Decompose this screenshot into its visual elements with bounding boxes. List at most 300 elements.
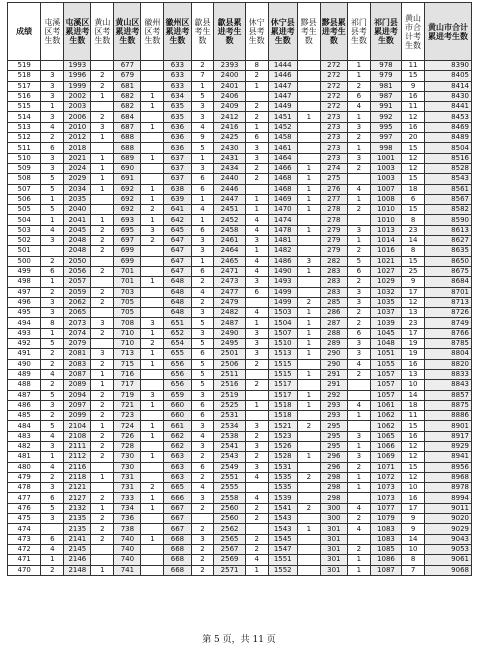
- count-cell: 652: [164, 328, 191, 338]
- count-cell: 656: [164, 359, 191, 369]
- score-cell: 506: [8, 194, 41, 204]
- count-cell: 648: [164, 277, 191, 287]
- count-cell: 1: [141, 431, 164, 441]
- count-cell: 1: [141, 452, 164, 462]
- count-cell: 2: [347, 308, 370, 318]
- count-cell: [141, 174, 164, 184]
- count-cell: [297, 514, 320, 524]
- count-cell: 272: [320, 71, 347, 81]
- count-cell: 3: [245, 441, 268, 451]
- count-cell: 3: [191, 534, 214, 544]
- count-cell: 2081: [64, 349, 91, 359]
- score-cell: 486: [8, 400, 41, 410]
- count-cell: 2: [191, 544, 214, 554]
- table-header: [8, 3, 472, 61]
- count-cell: 1518: [268, 411, 297, 421]
- count-cell: [141, 266, 164, 276]
- score-cell: 503: [8, 225, 41, 235]
- count-cell: [297, 153, 320, 163]
- count-cell: 2: [191, 472, 214, 482]
- count-cell: 1: [297, 524, 320, 534]
- count-cell: 724: [114, 421, 141, 431]
- count-cell: [347, 390, 370, 400]
- count-cell: 8917: [425, 431, 472, 441]
- count-cell: [245, 524, 268, 534]
- count-cell: 1: [141, 184, 164, 194]
- column-header-10: 休宁县累进考生数: [268, 3, 297, 61]
- count-cell: 20: [402, 133, 425, 143]
- count-cell: 6: [191, 174, 214, 184]
- count-cell: 3: [245, 421, 268, 431]
- count-cell: 8675: [425, 266, 472, 276]
- score-cell: 512: [8, 133, 41, 143]
- count-cell: 4: [347, 524, 370, 534]
- count-cell: 2401: [214, 81, 245, 91]
- count-cell: [245, 411, 268, 421]
- count-cell: 656: [164, 380, 191, 390]
- count-cell: 1: [297, 194, 320, 204]
- count-cell: 2034: [64, 184, 91, 194]
- count-cell: [91, 61, 114, 71]
- count-cell: 3: [41, 153, 64, 163]
- table-row: [8, 359, 472, 369]
- count-cell: 1: [41, 328, 64, 338]
- count-cell: 5: [191, 359, 214, 369]
- column-header-8: 歙县累进考生数: [214, 3, 245, 61]
- count-cell: 295: [320, 441, 347, 451]
- count-cell: 283: [320, 287, 347, 297]
- count-cell: 2127: [64, 493, 91, 503]
- count-cell: 699: [114, 256, 141, 266]
- count-cell: 1010: [370, 205, 401, 215]
- count-cell: 2: [245, 112, 268, 122]
- count-cell: 17: [402, 503, 425, 513]
- count-cell: 1: [347, 143, 370, 153]
- count-cell: [141, 297, 164, 307]
- count-cell: 3: [245, 462, 268, 472]
- count-cell: 4: [191, 205, 214, 215]
- count-cell: 633: [164, 81, 191, 91]
- count-cell: 2035: [64, 194, 91, 204]
- count-cell: 8994: [425, 493, 472, 503]
- count-cell: 1: [141, 153, 164, 163]
- count-cell: [297, 483, 320, 493]
- count-cell: 635: [164, 102, 191, 112]
- count-cell: 2: [41, 256, 64, 266]
- table-row: [8, 493, 472, 503]
- count-cell: 740: [114, 555, 141, 565]
- count-cell: 8857: [425, 390, 472, 400]
- count-cell: 1547: [268, 544, 297, 554]
- score-cell: 481: [8, 452, 41, 462]
- count-cell: 699: [114, 246, 141, 256]
- column-header-9: 休宁县考生数: [245, 3, 268, 61]
- count-cell: 668: [164, 555, 191, 565]
- count-cell: [141, 411, 164, 421]
- count-cell: 2: [41, 565, 64, 575]
- count-cell: 1: [297, 390, 320, 400]
- count-cell: 635: [164, 112, 191, 122]
- count-cell: 1: [297, 328, 320, 338]
- count-cell: [297, 143, 320, 153]
- table-row: [8, 143, 472, 153]
- count-cell: 2538: [214, 431, 245, 441]
- count-cell: 3: [41, 81, 64, 91]
- score-cell: 479: [8, 472, 41, 482]
- count-cell: 4: [191, 431, 214, 441]
- count-cell: 1468: [268, 174, 297, 184]
- count-cell: [141, 256, 164, 266]
- count-cell: 273: [320, 143, 347, 153]
- count-cell: [347, 534, 370, 544]
- count-cell: 633: [164, 61, 191, 71]
- count-cell: [91, 544, 114, 554]
- count-cell: 1510: [268, 339, 297, 349]
- count-cell: 1071: [370, 462, 401, 472]
- count-cell: 661: [164, 421, 191, 431]
- count-cell: 2549: [214, 462, 245, 472]
- count-cell: 289: [320, 339, 347, 349]
- count-cell: 2010: [64, 122, 91, 132]
- count-cell: 12: [402, 153, 425, 163]
- count-cell: 6: [41, 266, 64, 276]
- count-cell: 641: [164, 205, 191, 215]
- count-cell: 279: [320, 225, 347, 235]
- score-cell: 493: [8, 328, 41, 338]
- count-cell: 5: [41, 174, 64, 184]
- count-cell: 1: [91, 565, 114, 575]
- count-cell: 1032: [370, 287, 401, 297]
- count-cell: 9: [402, 81, 425, 91]
- table-row: [8, 462, 472, 472]
- score-cell: 484: [8, 421, 41, 431]
- count-cell: 2121: [64, 483, 91, 493]
- column-header-14: 祁门县累进考生数: [370, 3, 401, 61]
- count-cell: 5: [191, 143, 214, 153]
- count-cell: 1: [297, 266, 320, 276]
- count-cell: 1515: [268, 359, 297, 369]
- count-cell: 1: [297, 339, 320, 349]
- count-cell: [141, 369, 164, 379]
- count-cell: 3: [191, 328, 214, 338]
- count-cell: 3: [347, 225, 370, 235]
- count-cell: 3: [191, 441, 214, 451]
- count-cell: 6: [245, 133, 268, 143]
- count-cell: 2452: [214, 215, 245, 225]
- score-cell: 480: [8, 462, 41, 472]
- count-cell: 3: [41, 91, 64, 101]
- count-cell: 296: [320, 452, 347, 462]
- count-cell: 2074: [64, 328, 91, 338]
- count-cell: 2057: [64, 277, 91, 287]
- count-cell: 1470: [268, 205, 297, 215]
- count-cell: 1447: [268, 91, 297, 101]
- count-cell: 8405: [425, 71, 472, 81]
- count-cell: 2: [91, 534, 114, 544]
- count-cell: 3: [297, 256, 320, 266]
- count-cell: 1523: [268, 431, 297, 441]
- count-cell: 2451: [214, 205, 245, 215]
- count-cell: 4: [347, 184, 370, 194]
- score-cell: 494: [8, 318, 41, 328]
- count-cell: 14: [402, 236, 425, 246]
- count-cell: 1065: [370, 431, 401, 441]
- count-cell: 721: [114, 400, 141, 410]
- count-cell: 3: [191, 493, 214, 503]
- count-cell: 2: [141, 236, 164, 246]
- count-cell: 5: [191, 91, 214, 101]
- count-cell: 1504: [268, 318, 297, 328]
- count-cell: 2482: [214, 308, 245, 318]
- score-cell: 491: [8, 349, 41, 359]
- table-row: [8, 349, 472, 359]
- count-cell: 16: [402, 91, 425, 101]
- count-cell: 688: [114, 143, 141, 153]
- column-header-12: 黟县累进考生数: [320, 3, 347, 61]
- count-cell: [41, 524, 64, 534]
- count-cell: 8650: [425, 256, 472, 266]
- count-cell: 637: [164, 163, 191, 173]
- count-cell: 1087: [370, 565, 401, 575]
- count-cell: 2511: [214, 369, 245, 379]
- count-cell: 8561: [425, 184, 472, 194]
- score-cell: 475: [8, 514, 41, 524]
- count-cell: 636: [164, 143, 191, 153]
- table-row: [8, 544, 472, 554]
- count-cell: 1: [297, 205, 320, 215]
- count-cell: 11: [402, 411, 425, 421]
- count-cell: 713: [114, 349, 141, 359]
- count-cell: 2: [297, 472, 320, 482]
- count-cell: 703: [114, 287, 141, 297]
- count-cell: 298: [320, 483, 347, 493]
- count-cell: 1543: [268, 514, 297, 524]
- count-cell: [141, 81, 164, 91]
- count-cell: 1: [141, 503, 164, 513]
- count-cell: 15: [402, 174, 425, 184]
- count-cell: 2: [245, 71, 268, 81]
- count-cell: 2506: [214, 359, 245, 369]
- score-cell: 471: [8, 555, 41, 565]
- count-cell: 273: [320, 153, 347, 163]
- count-cell: 2393: [214, 61, 245, 71]
- count-cell: 3: [191, 308, 214, 318]
- count-cell: 10: [402, 380, 425, 390]
- count-cell: 6: [347, 328, 370, 338]
- count-cell: [245, 91, 268, 101]
- count-cell: 995: [370, 122, 401, 132]
- count-cell: 1: [347, 194, 370, 204]
- column-header-7: 歙县考生数: [191, 3, 214, 61]
- count-cell: 17: [402, 287, 425, 297]
- count-cell: 3: [91, 122, 114, 132]
- count-cell: 1008: [370, 194, 401, 204]
- count-cell: 2062: [64, 297, 91, 307]
- count-cell: 1: [41, 277, 64, 287]
- count-cell: 2: [347, 246, 370, 256]
- count-cell: 1503: [268, 308, 297, 318]
- count-cell: 651: [164, 318, 191, 328]
- count-cell: 740: [114, 544, 141, 554]
- count-cell: 1: [91, 153, 114, 163]
- count-cell: 1531: [268, 462, 297, 472]
- count-cell: 8: [402, 215, 425, 225]
- count-cell: 2: [91, 297, 114, 307]
- count-cell: 1: [347, 71, 370, 81]
- count-cell: 4: [245, 493, 268, 503]
- count-cell: 12: [402, 452, 425, 462]
- count-cell: 981: [370, 81, 401, 91]
- count-cell: 4: [245, 225, 268, 235]
- count-cell: 3: [347, 287, 370, 297]
- count-cell: 1513: [268, 349, 297, 359]
- count-cell: 292: [320, 390, 347, 400]
- count-cell: 8516: [425, 153, 472, 163]
- count-cell: [297, 122, 320, 132]
- count-cell: 293: [320, 411, 347, 421]
- count-cell: 2: [41, 380, 64, 390]
- count-cell: 717: [114, 380, 141, 390]
- count-cell: 286: [320, 308, 347, 318]
- count-cell: 2567: [214, 544, 245, 554]
- count-cell: 667: [164, 503, 191, 513]
- count-cell: 2430: [214, 143, 245, 153]
- count-cell: [141, 133, 164, 143]
- count-cell: [297, 277, 320, 287]
- count-cell: [141, 544, 164, 554]
- count-cell: 1: [191, 153, 214, 163]
- count-cell: 2: [91, 71, 114, 81]
- count-cell: [347, 215, 370, 225]
- table-row: [8, 81, 472, 91]
- count-cell: 282: [320, 256, 347, 266]
- count-cell: 2519: [214, 390, 245, 400]
- count-cell: 639: [164, 194, 191, 204]
- count-cell: 3: [245, 236, 268, 246]
- count-cell: 2118: [64, 472, 91, 482]
- count-cell: 668: [164, 544, 191, 554]
- table-row: [8, 565, 472, 575]
- count-cell: 15: [402, 256, 425, 266]
- count-cell: 2: [91, 225, 114, 235]
- count-cell: 2473: [214, 277, 245, 287]
- count-cell: 23: [402, 225, 425, 235]
- count-cell: 2551: [214, 472, 245, 482]
- count-cell: 1: [91, 472, 114, 482]
- score-cell: 500: [8, 256, 41, 266]
- count-cell: 2050: [64, 256, 91, 266]
- count-cell: 1: [91, 163, 114, 173]
- count-cell: 701: [114, 277, 141, 287]
- count-cell: 12: [402, 163, 425, 173]
- count-cell: 684: [114, 112, 141, 122]
- count-cell: 1: [91, 133, 114, 143]
- score-cell: 483: [8, 431, 41, 441]
- table-row: [8, 246, 472, 256]
- count-cell: 690: [114, 163, 141, 173]
- count-cell: [91, 205, 114, 215]
- count-cell: 1045: [370, 328, 401, 338]
- count-cell: 2003: [64, 102, 91, 112]
- count-cell: 272: [320, 102, 347, 112]
- count-cell: 2: [91, 81, 114, 91]
- count-cell: 8: [402, 555, 425, 565]
- count-cell: 1541: [268, 503, 297, 513]
- count-cell: 290: [320, 349, 347, 359]
- table-row: [8, 339, 472, 349]
- count-cell: 2065: [64, 308, 91, 318]
- count-cell: 2571: [214, 565, 245, 575]
- count-cell: 1: [245, 122, 268, 132]
- count-cell: 8: [245, 61, 268, 71]
- count-cell: [297, 215, 320, 225]
- count-cell: 5: [191, 339, 214, 349]
- score-cell: 495: [8, 308, 41, 318]
- count-cell: 1: [297, 400, 320, 410]
- count-cell: 1517: [268, 380, 297, 390]
- count-cell: 1: [41, 452, 64, 462]
- column-header-score: 成绩: [8, 3, 41, 61]
- count-cell: 723: [114, 411, 141, 421]
- count-cell: 2073: [64, 318, 91, 328]
- column-header-13: 祁门县考生数: [347, 3, 370, 61]
- count-cell: 18: [402, 400, 425, 410]
- count-cell: 728: [114, 441, 141, 451]
- count-cell: 2: [245, 534, 268, 544]
- count-cell: 2409: [214, 102, 245, 112]
- count-cell: 8886: [425, 411, 472, 421]
- count-cell: [91, 256, 114, 266]
- count-cell: 647: [164, 256, 191, 266]
- column-header-1: 屯溪区考生数: [41, 3, 64, 61]
- count-cell: 3: [347, 153, 370, 163]
- count-cell: 2487: [214, 318, 245, 328]
- count-cell: 301: [320, 534, 347, 544]
- count-cell: 668: [164, 565, 191, 575]
- count-cell: [141, 246, 164, 256]
- count-cell: 8469: [425, 122, 472, 132]
- count-cell: 1999: [64, 81, 91, 91]
- count-cell: 1444: [268, 61, 297, 71]
- count-cell: 1518: [268, 400, 297, 410]
- count-cell: 3: [41, 163, 64, 173]
- score-cell: 502: [8, 236, 41, 246]
- count-cell: 668: [164, 534, 191, 544]
- count-cell: 2: [41, 349, 64, 359]
- count-cell: 987: [370, 91, 401, 101]
- count-cell: 8582: [425, 205, 472, 215]
- table-row: [8, 328, 472, 338]
- table-row: [8, 215, 472, 225]
- count-cell: 2079: [64, 339, 91, 349]
- table-row: [8, 431, 472, 441]
- count-cell: 19: [402, 349, 425, 359]
- count-cell: 6: [191, 266, 214, 276]
- count-cell: 1069: [370, 452, 401, 462]
- count-cell: 1: [347, 236, 370, 246]
- count-cell: [297, 534, 320, 544]
- table-row: [8, 102, 472, 112]
- table-row: [8, 225, 472, 235]
- count-cell: 2: [191, 555, 214, 565]
- count-cell: [141, 555, 164, 565]
- count-cell: 3: [191, 102, 214, 112]
- count-cell: 1: [347, 555, 370, 565]
- count-cell: 2440: [214, 174, 245, 184]
- count-cell: 731: [114, 472, 141, 482]
- count-cell: 3: [91, 349, 114, 359]
- count-cell: 731: [114, 483, 141, 493]
